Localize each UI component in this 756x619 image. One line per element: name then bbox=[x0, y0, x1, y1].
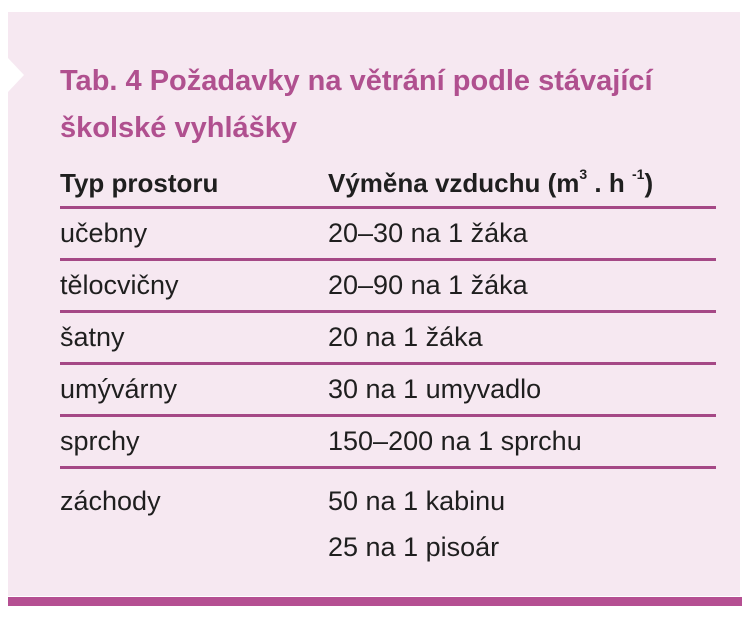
header-air-exchange-mid: . h bbox=[587, 167, 632, 198]
room-type-cell: sprchy bbox=[60, 426, 140, 456]
table-row bbox=[60, 313, 716, 365]
air-exchange-cell: 20 na 1 žáka bbox=[328, 322, 483, 352]
header-exponent-3: 3 bbox=[579, 165, 588, 182]
air-exchange-line: 50 na 1 kabinu bbox=[328, 486, 506, 516]
air-exchange-cell bbox=[328, 478, 716, 570]
header-room-type: Typ prostoru bbox=[60, 167, 219, 198]
table-row bbox=[60, 417, 716, 469]
air-exchange-cell: 30 na 1 umyvadlo bbox=[328, 374, 542, 404]
bottom-accent-bar bbox=[8, 597, 742, 606]
air-exchange-cell: 20–90 na 1 žáka bbox=[328, 270, 528, 300]
room-type-cell: šatny bbox=[60, 322, 125, 352]
air-exchange-cell: 20–30 na 1 žáka bbox=[328, 218, 528, 248]
air-exchange-cell: 150–200 na 1 sprchu bbox=[328, 426, 582, 456]
header-air-exchange bbox=[328, 165, 716, 199]
table-row bbox=[60, 209, 716, 261]
arrow-marker-icon bbox=[8, 58, 24, 92]
table-title: Tab. 4 Požadavky na větrání podle stávající školské vyhlášky bbox=[60, 65, 653, 144]
header-air-exchange-prefix: Výměna vzduchu (m bbox=[328, 167, 580, 198]
ventilation-table bbox=[60, 160, 716, 570]
table-row bbox=[60, 469, 716, 570]
table-row bbox=[60, 365, 716, 417]
header-exponent-minus-1: -1 bbox=[631, 165, 645, 182]
header-air-exchange-suffix: ) bbox=[644, 167, 654, 198]
table-header-row bbox=[60, 160, 716, 209]
air-exchange-line: 25 na 1 pisoár bbox=[328, 532, 500, 562]
room-type-cell: záchody bbox=[60, 486, 161, 516]
room-type-cell: umývárny bbox=[60, 374, 178, 404]
room-type-cell: učebny bbox=[60, 218, 148, 248]
table-row bbox=[60, 261, 716, 313]
room-type-cell: tělocvičny bbox=[60, 270, 179, 300]
